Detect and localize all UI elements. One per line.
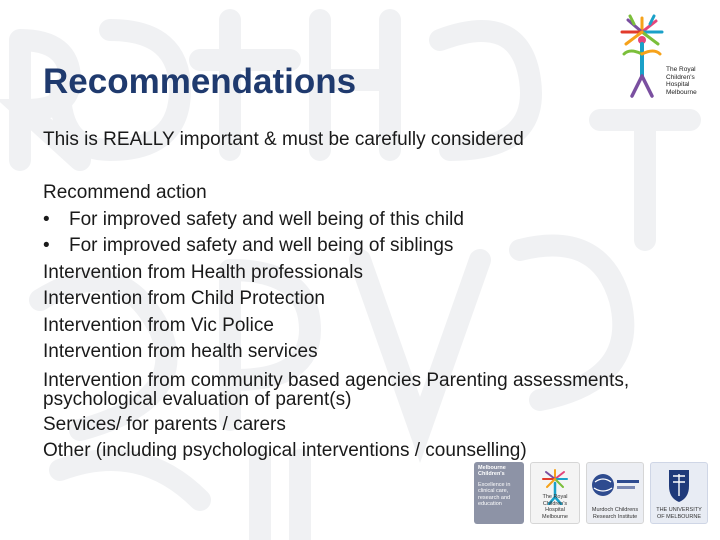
list-item: Services/ for parents / carers [43, 413, 286, 435]
partner-tagline: Excellence in clinical care, research and education [478, 481, 511, 508]
university-of-melbourne-logo [650, 462, 708, 524]
recommendations-list [43, 180, 633, 465]
slide-subtitle: This is REALLY important & must be carefully considered [43, 129, 524, 150]
partner-name: Melbourne Children's [478, 465, 506, 478]
mcri-globe-logo-icon [587, 467, 643, 503]
bullet-item [43, 233, 633, 260]
murdoch-childrens-logo [586, 462, 644, 524]
list-item: Other (including psychological interventions / counselling) [43, 440, 527, 461]
rch-partner-logo [530, 462, 580, 524]
bullet-text: For improved safety and well being of this child [69, 208, 464, 230]
partner-logos [474, 462, 710, 524]
list-item: Intervention from health services [43, 341, 318, 362]
partner-label: THE UNIVERSITY OF MELBOURNE [656, 507, 702, 520]
partner-label: The Royal Children's Hospital Melbourne [542, 494, 568, 520]
bullet-icon: • [43, 235, 50, 256]
list-item: Recommend action [43, 182, 207, 203]
rch-tree-logo-icon [612, 14, 672, 106]
bullet-item [43, 207, 633, 234]
list-item: Intervention from community based agencies Parenting assessments, psychological evaluation of parent(s) [43, 369, 630, 410]
partner-label: Murdoch Childrens Research Institute [591, 507, 639, 520]
slide-title: Recommendations [43, 62, 357, 101]
list-item: Intervention from Health professionals [43, 261, 363, 283]
rch-logo [612, 14, 704, 112]
list-item: Intervention from Vic Police [43, 314, 274, 336]
bullet-text: For improved safety and well being of siblings [69, 235, 454, 256]
rch-logo-text: The Royal Children's Hospital Melbourne [666, 66, 697, 96]
melbourne-childrens-logo [474, 462, 524, 524]
list-item: Intervention from Child Protection [43, 288, 325, 309]
university-crest-icon [651, 466, 707, 504]
bullet-icon: • [43, 208, 50, 230]
